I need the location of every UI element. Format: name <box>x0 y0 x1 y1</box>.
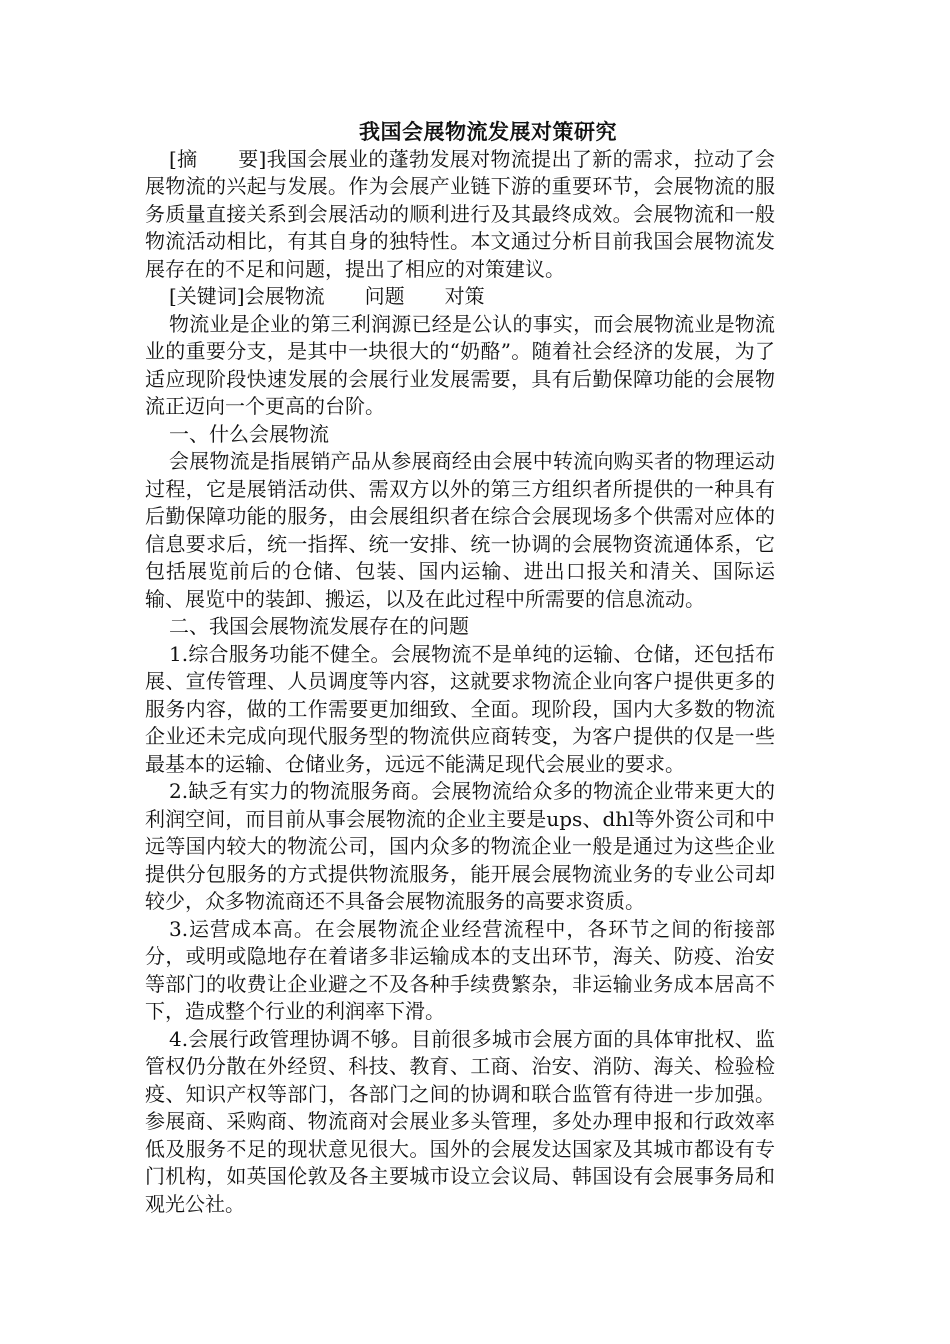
problem-item-4: 4.会展行政管理协调不够。目前很多城市会展方面的具体审批权、监管权仍分散在外经贸、科技、教育、工商、治安、消防、海关、检验检疫、知识产权等部门，各部门之间的协调和联合监管有待进一步加强。参展商、采购商、物流商对会展业多头管理，多处办理申报和行政效率低及服务不足的现状意见很大。国外的会展发达国家及其城市都设有专门机构，如英国伦敦及各主要城市设立会议局、韩国设有会展事务局和观光公社。 <box>145 1026 775 1216</box>
problem-item-1: 1.综合服务功能不健全。会展物流不是单纯的运输、仓储，还包括布展、宣传管理、人员调度等内容，这就要求物流企业向客户提供更多的服务内容，做的工作需要更加细致、全面。现阶段，国内大多数的物流企业还未完成向现代服务型的物流供应商转变，为客户提供的仅是一些最基本的运输、仓储业务，远远不能满足现代会展业的要求。 <box>145 641 775 776</box>
section2-heading: 二、我国会展物流发展存在的问题 <box>169 614 469 638</box>
abstract-paragraph: [摘 要]我国会展业的蓬勃发展对物流提出了新的需求，拉动了会展物流的兴起与发展。作为会展产业链下游的重要环节，会展物流的服务质量直接关系到会展活动的顺利进行及其最终成效。会展物流和一般物流活动相比，有其自身的独特性。本文通过分析目前我国会展物流发展存在的不足和问题，提出了相应的对策建议。 <box>145 146 775 281</box>
section1-heading: 一、什么会展物流 <box>169 421 329 446</box>
problem-item-2: 2.缺乏有实力的物流服务商。会展物流给众多的物流企业带来更大的利润空间，而目前从事会展物流的企业主要是ups、dhl等外资公司和中远等国内较大的物流公司，国内众多的物流企业一般是通过为这些企业提供分包服务的方式提供物流服务，能开展会展物流业务的专业公司却较少，众多物流商还不具备会展物流服务的高要求资质。 <box>145 779 775 913</box>
intro-paragraph: 物流业是企业的第三利润源已经是公认的事实，而会展物流业是物流业的重要分支，是其中一块很大的“奶酪”。随着社会经济的发展，为了适应现阶段快速发展的会展行业发展需要，具有后勤保障功能的会展物流正迈向一个更高的台阶。 <box>145 311 775 418</box>
document-title: 我国会展物流发展对策研究 <box>359 119 617 144</box>
section1-paragraph: 会展物流是指展销产品从参展商经由会展中转流向购买者的物理运动过程，它是展销活动供、需双方以外的第三方组织者所提供的一种具有后勤保障功能的服务，由会展组织者在综合会展现场多个供需对应体的信息要求后，统一指挥、统一安排、统一协调的会展物资流通体系，它包括展览前后的仓储、包装、国内运输、进出口报关和清关、国际运输、展览中的装卸、搬运，以及在此过程中所需要的信息流动。 <box>145 449 775 611</box>
document-page <box>145 118 775 1218</box>
keywords-line: [关键词]会展物流 问题 对策 <box>169 284 485 308</box>
problem-item-3: 3.运营成本高。在会展物流企业经营流程中，各环节之间的衔接部分，或明或隐地存在着诸多非运输成本的支出环节，海关、防疫、治安等部门的收费让企业避之不及各种手续费繁杂，非运输业务成本居高不下，造成整个行业的利润率下滑。 <box>145 916 775 1023</box>
